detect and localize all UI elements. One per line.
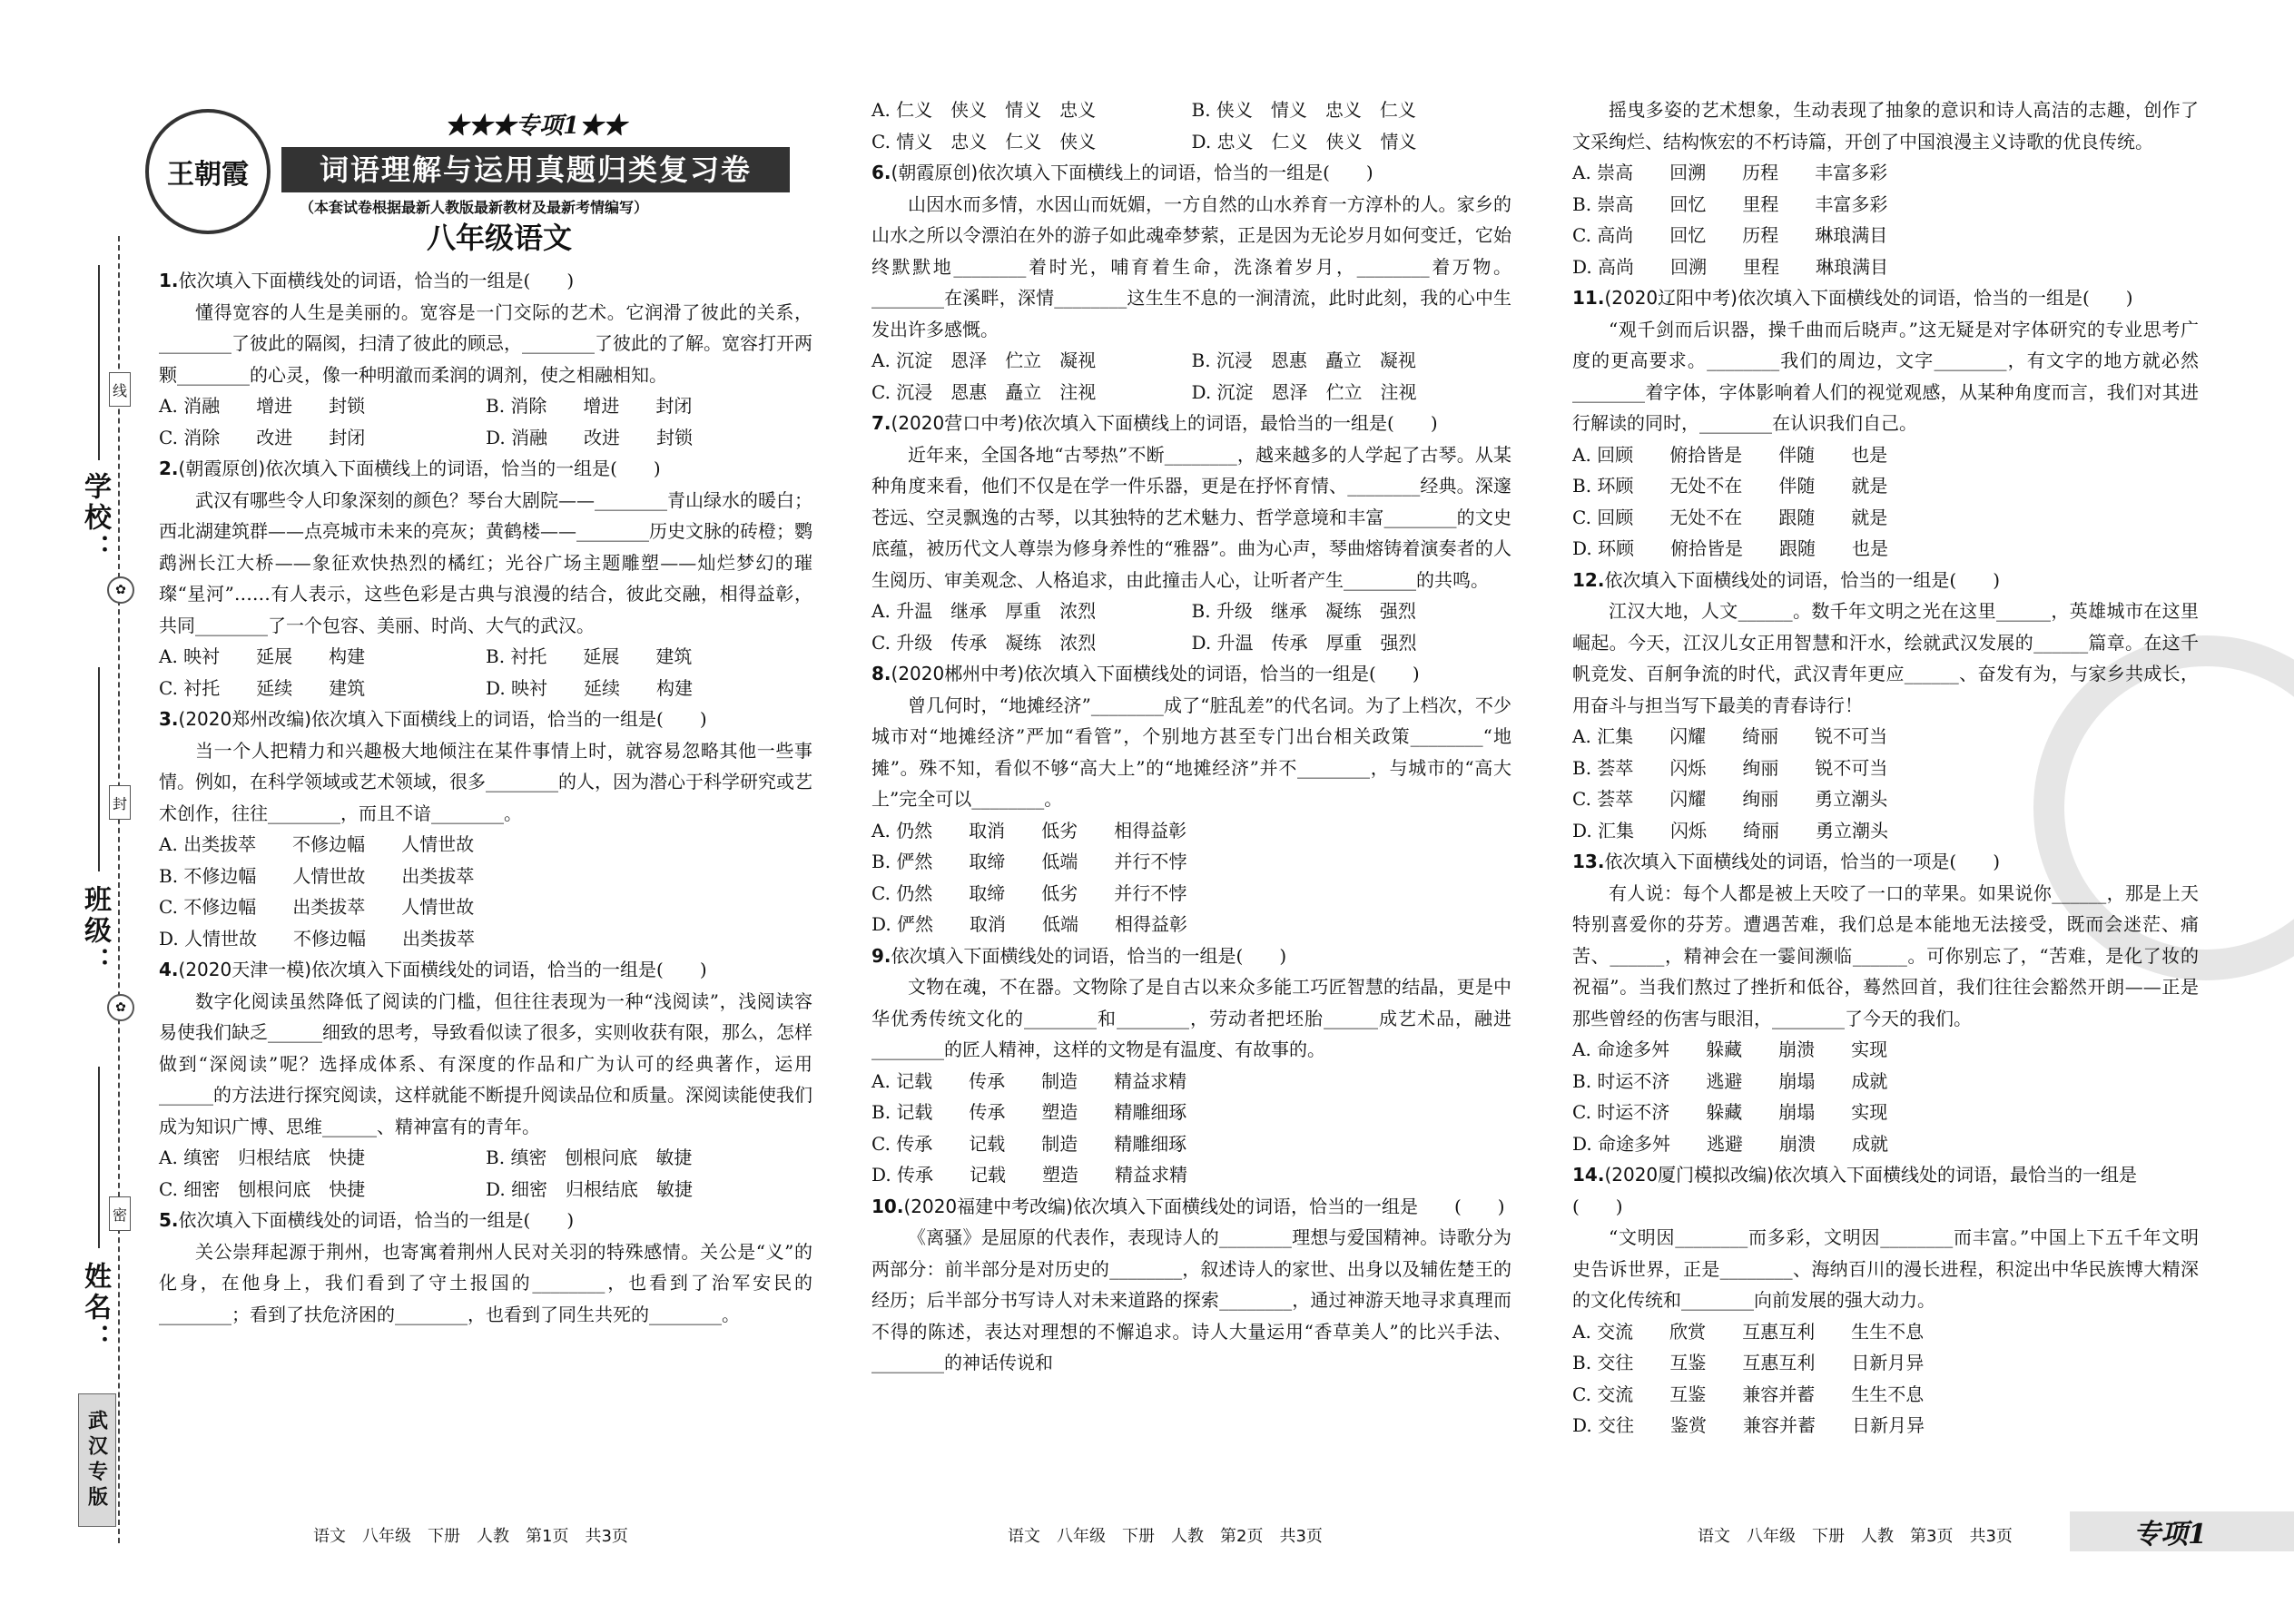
question-stem <box>1572 282 2199 314</box>
option-row <box>1572 251 2199 283</box>
option-row <box>1572 1066 2199 1097</box>
answer-option[interactable]: C. 时运不济 躲藏 崩塌 实现 <box>1572 1101 1888 1123</box>
option-row <box>871 815 1511 847</box>
question-stem <box>1572 846 2199 878</box>
cut-mark-mi: 密 <box>109 1196 131 1231</box>
question-text: 依次填入下面横线处的词语，恰当的一组是( ) <box>311 959 707 980</box>
question-passage: “文明因________而多彩，文明因________而丰富。”中国上下五千年文明史告诉世界，正是________、海纳百川的漫长进程，积淀出中华民族博大精深的文化传统和________向前发展的强大动力。 <box>1572 1226 2199 1311</box>
question-passage: 近年来，全国各地“古琴热”不断________，越来越多的人学起了古琴。从某种角度来看，他们不仅是在学一件乐器，更是在抒怀育情、________经典。深邃苍远、空灵飘逸的古琴，以其独特的艺术魅力、哲学意境和丰富________的文史底蕴，被历代文人尊崇为修身养性的“雅器”。曲为心声，琴曲熔铸着演奏者的人生阅历、审美观念、人格追求，由此撞击人心，让听者产生________的共鸣。 <box>871 443 1511 591</box>
answer-option[interactable]: A. 沉淀 恩泽 伫立 凝视 <box>871 349 1097 371</box>
name-label: 姓名： <box>79 1262 111 1354</box>
question-source: (2020郑州改编) <box>178 708 312 730</box>
class-line[interactable] <box>98 667 100 871</box>
option-row <box>871 94 1511 126</box>
cut-mark-xian: 线 <box>109 372 131 407</box>
option-row <box>871 1159 1511 1191</box>
option-row <box>871 595 1511 627</box>
option-row <box>1572 1379 2199 1411</box>
answer-option[interactable]: A. 记载 传承 制造 精益求精 <box>871 1069 1187 1092</box>
question-text: 依次填入下面横线处的词语，最恰当的一组是 ( ) <box>1572 1164 2246 1217</box>
answer-option[interactable]: C. 传承 记载 制造 精雕细琢 <box>871 1132 1187 1155</box>
column-3 <box>1572 94 2246 1442</box>
option-row <box>1572 502 2199 534</box>
answer-option[interactable]: D. 命途多舛 逃避 崩溃 成就 <box>1572 1132 1889 1155</box>
answer-option[interactable]: D. 忠义 仁义 侠义 情义 <box>1191 130 1417 153</box>
option-row <box>1572 1347 2199 1379</box>
option-row <box>1572 470 2199 502</box>
answer-option[interactable]: A. 出类拔萃 不修边幅 人情世故 <box>159 833 475 855</box>
answer-option[interactable]: D. 人情世故 不修边幅 出类拔萃 <box>159 927 476 950</box>
paper-title: 词语理解与运用真题归类复习卷 <box>281 147 790 192</box>
answer-option[interactable]: A. 升温 继承 厚重 浓烈 <box>871 600 1097 622</box>
answer-option[interactable]: C. 细密 刨根问底 快捷 <box>159 1177 366 1200</box>
answer-option[interactable]: D. 汇集 闪烁 绮丽 勇立潮头 <box>1572 819 1889 842</box>
question-number: 3. <box>159 708 179 730</box>
answer-option[interactable]: A. 崇高 回溯 历程 丰富多彩 <box>1572 162 1888 183</box>
grade-title: 八年级语文 <box>427 221 573 255</box>
option-row <box>159 1174 812 1206</box>
option-row <box>1572 1128 2199 1160</box>
option-row <box>1572 783 2199 815</box>
answer-option[interactable]: A. 仍然 取消 低劣 相得益彰 <box>871 819 1187 842</box>
question-passage: “观千剑而后识器，操千曲而后晓声。”这无疑是对字体研究的专业思考广度的更高要求。________我们的周边，文字________，有文字的地方就必然________着字体，字体影响着人们的视觉观感，从某种角度而言，我们对其进行解读的同时，________在认识我们自己。 <box>1572 318 2199 434</box>
answer-option[interactable]: C. 升级 传承 凝练 浓烈 <box>871 631 1097 654</box>
answer-option[interactable]: C. 消除 改进 封闭 <box>159 426 366 448</box>
answer-option[interactable]: D. 消融 改进 封锁 <box>486 426 694 448</box>
question-text: 依次填入下面横线处的词语，恰当的一组是( ) <box>178 1209 575 1231</box>
question-passage: 《离骚》是屈原的代表作，表现诗人的________理想与爱国精神。诗歌分为两部分：前半部分是对历史的________，叙述诗人的家世、出身以及辅佐楚王的经历；后半部分书写诗人对未来道路的探索________，通过神游天地寻求真理而不得的陈述，表达对理想的不懈追求。诗人大量运用“香草美人”的比兴手法、________的神话传说和 <box>871 1226 1511 1373</box>
answer-option[interactable]: A. 仁义 侠义 情义 忠义 <box>871 99 1097 121</box>
option-row <box>1572 753 2199 784</box>
option-row <box>1572 220 2199 251</box>
question-text: 依次填入下面横线处的词语，恰当的一组是( ) <box>1737 287 2133 309</box>
question-number: 2. <box>159 458 179 479</box>
question-number: 1. <box>159 270 179 291</box>
question-passage: 江汉大地，人文______。数千年文明之光在这里______，英雄城市在这里崛起。今天，江汉儿女正用智慧和汗水，绘就武汉发展的______篇章。在这千帆竞发、百舸争流的时代，武汉青年更应______、奋发有为，与家乡共成长，用奋斗与担当写下最美的青春诗行！ <box>1572 600 2199 716</box>
project-label: ★★★专项1★★ <box>445 113 627 140</box>
option-row <box>159 891 812 923</box>
question-stem <box>871 157 1511 189</box>
option-row <box>159 923 812 955</box>
question-text: 依次填入下面横线处的词语，恰当的一组是( ) <box>178 270 575 291</box>
school-line[interactable] <box>98 265 100 460</box>
school-label: 学校： <box>79 472 111 565</box>
corner-label: 专项1 <box>2070 1511 2294 1551</box>
question-text: 依次填入下面横线处的词语，恰当的一组是( ) <box>1024 663 1420 684</box>
brand-logo: 王朝霞 <box>145 109 271 234</box>
answer-option[interactable]: D. 高尚 回溯 里程 琳琅满目 <box>1572 255 1889 278</box>
answer-option[interactable]: D. 细密 归根结底 敏捷 <box>486 1177 694 1200</box>
question-stem <box>159 265 812 297</box>
question-stem <box>159 704 812 735</box>
answer-option[interactable]: B. 交往 互鉴 互惠互利 日新月异 <box>1572 1352 1925 1373</box>
page-footer-2: 语文 八年级 下册 人教 第2页 共3页 <box>1008 1527 1323 1546</box>
option-row <box>159 673 812 704</box>
answer-option[interactable]: B. 时运不济 逃避 崩塌 成就 <box>1572 1069 1888 1092</box>
option-row <box>1572 721 2199 753</box>
answer-option[interactable]: C. 衬托 延续 建筑 <box>159 676 366 699</box>
question-source: (2020天津一模) <box>178 959 312 980</box>
answer-option[interactable]: B. 衬托 延展 建筑 <box>486 645 693 667</box>
answer-option[interactable]: C. 不修边幅 出类拔萃 人情世故 <box>159 896 475 918</box>
question-number: 8. <box>871 663 891 684</box>
question-number: 13. <box>1572 851 1605 872</box>
question-source: (2020福建中考改编) <box>903 1195 1073 1217</box>
answer-option[interactable]: B. 消除 增进 封闭 <box>486 395 693 417</box>
answer-option[interactable]: C. 交流 互鉴 兼容并蓄 生生不息 <box>1572 1383 1925 1405</box>
answer-option[interactable]: D. 传承 记载 塑造 精益求精 <box>871 1164 1188 1186</box>
question-passage: 关公崇拜起源于荆州，也寄寓着荆州人民对关羽的特殊感情。关公是“义”的化身，在他身上，我们看到了守土报国的________，也看到了治军安民的________；看到了扶危济困的________，也看到了同生共死的________。 <box>159 1240 812 1325</box>
answer-option[interactable]: B. 崇高 回忆 里程 丰富多彩 <box>1572 192 1888 215</box>
answer-option[interactable]: D. 俨然 取消 低端 相得益彰 <box>871 913 1188 935</box>
option-row <box>1572 533 2199 565</box>
column-1 <box>159 265 812 1330</box>
answer-option[interactable]: C. 回顾 无处不在 跟随 就是 <box>1572 506 1888 528</box>
option-row <box>1572 1034 2199 1066</box>
option-row <box>871 377 1511 408</box>
class-label: 班级： <box>79 885 111 978</box>
option-row <box>871 627 1511 659</box>
question-number: 6. <box>871 162 891 183</box>
option-row <box>1572 1316 2199 1348</box>
question-stem <box>159 453 812 485</box>
option-row <box>871 345 1511 377</box>
answer-option[interactable]: C. 情义 忠义 仁义 侠义 <box>871 130 1097 153</box>
flower-icon: ✿ <box>107 994 134 1021</box>
question-number: 5. <box>159 1209 179 1231</box>
option-row <box>159 1142 812 1174</box>
question-source: (2020辽阳中考) <box>1604 287 1738 309</box>
answer-option[interactable]: C. 高尚 回忆 历程 琳琅满目 <box>1572 224 1888 246</box>
option-row <box>871 878 1511 910</box>
question-passage: 懂得宽容的人生是美丽的。宽容是一门交际的艺术。它润滑了彼此的关系，________了彼此的隔阂，扫清了彼此的顾忌，________了彼此的了解。宽容打开两颗________的心灵，像一种明澈而柔润的调剂，使之相融相知。 <box>159 300 812 386</box>
question-passage: 摇曳多姿的艺术想象，生动表现了抽象的意识和诗人高洁的志趣，创作了文采绚烂、结构恢宏的不朽诗篇，开创了中国浪漫主义诗歌的优良传统。 <box>1572 99 2199 153</box>
answer-option[interactable]: C. 沉浸 恩惠 矗立 注视 <box>871 380 1097 403</box>
option-row <box>159 641 812 673</box>
answer-option[interactable]: D. 交往 鉴赏 兼容并蓄 日新月异 <box>1572 1414 1925 1436</box>
option-row <box>871 126 1511 158</box>
answer-option[interactable]: A. 命途多舛 躲藏 崩溃 实现 <box>1572 1038 1888 1060</box>
question-passage: 文物在魂，不在器。文物除了是自古以来众多能工巧匠智慧的结晶，更是中华优秀传统文化的________和________，劳动者把坯胎______成艺术品，融进________的匠人精神，这样的文物是有温度、有故事的。 <box>871 976 1511 1060</box>
answer-option[interactable]: A. 消融 增进 封锁 <box>159 395 366 417</box>
answer-option[interactable]: A. 汇集 闪耀 绮丽 锐不可当 <box>1572 725 1888 747</box>
question-text: 依次填入下面横线上的词语，恰当的一组是( ) <box>265 458 661 479</box>
option-row <box>871 1128 1511 1160</box>
answer-option[interactable]: A. 交流 欣赏 互惠互利 生生不息 <box>1572 1320 1925 1343</box>
answer-option[interactable]: B. 升级 继承 凝练 强烈 <box>1191 600 1416 622</box>
question-passage: 数字化阅读虽然降低了阅读的门槛，但往往表现为一种“浅阅读”，浅阅读容易使我们缺乏______细致的思考，导致看似读了很多，实则收获有限，那么，怎样做到“深阅读”呢？选择成体系、有深度的作品和广为认可的经典著作，运用______的方法进行探究阅读，这样就能不断提升阅读品位和质量。深阅读能使我们成为知识广博、思维______、精神富有的青年。 <box>159 989 812 1137</box>
answer-option[interactable]: B. 俨然 取缔 低端 并行不悖 <box>871 851 1187 872</box>
question-text: 依次填入下面横线处的词语，恰当的一组是( ) <box>1604 568 2001 591</box>
option-row <box>159 861 812 892</box>
question-text: 依次填入下面横线上的词语，恰当的一组是( ) <box>311 708 707 730</box>
answer-option[interactable]: D. 升温 传承 厚重 强烈 <box>1191 631 1417 654</box>
question-passage: 当一个人把精力和兴趣极大地倾注在某件事情上时，就容易忽略其他一些事情。例如，在科学领域或艺术领域，很多________的人，因为潜心于科学研究或艺术创作，往往________，而且不谙________。 <box>159 739 812 824</box>
question-text: 依次填入下面横线处的词语，恰当的一组是 ( ) <box>1072 1195 1505 1217</box>
question-passage: 有人说：每个人都是被上天咬了一口的苹果。如果说你______，那是上天特别喜爱你的芬芳。遭遇苦难，我们总是本能地无法接受，既而会迷茫、痛苦、______，精神会在一霎间濒临______。可你别忘了，“苦难，是化了妆的祝福”。当我们熬过了挫折和低谷，蓦然回首，我们往往会豁然开朗——正是那些曾经的伤害与眼泪，________了今天的我们。 <box>1572 881 2199 1029</box>
answer-option[interactable]: C. 仍然 取缔 低劣 并行不悖 <box>871 881 1187 904</box>
answer-option[interactable]: B. 不修边幅 人情世故 出类拔萃 <box>159 864 475 887</box>
option-row <box>871 1097 1511 1128</box>
answer-option[interactable]: A. 回顾 俯拾皆是 伴随 也是 <box>1572 443 1888 466</box>
question-source: (2020郴州中考) <box>891 663 1025 684</box>
answer-option[interactable]: B. 记载 传承 塑造 精雕细琢 <box>871 1101 1187 1123</box>
question-number: 4. <box>159 959 179 980</box>
page-footer-1: 语文 八年级 下册 人教 第1页 共3页 <box>313 1527 628 1546</box>
answer-option[interactable]: D. 沉淀 恩泽 伫立 注视 <box>1191 380 1417 403</box>
question-stem <box>871 1191 1511 1223</box>
question-number: 10. <box>871 1195 904 1217</box>
answer-option[interactable]: A. 映衬 延展 构建 <box>159 645 366 667</box>
option-row <box>871 909 1511 940</box>
column-2 <box>871 94 1511 1379</box>
cut-mark-feng: 封 <box>109 785 131 820</box>
cut-line <box>118 236 120 1543</box>
option-row <box>159 390 812 422</box>
edition-badge: 武汉专版 <box>78 1393 116 1527</box>
question-number: 11. <box>1572 287 1605 309</box>
answer-option[interactable]: B. 环顾 无处不在 伴随 就是 <box>1572 475 1888 497</box>
question-text: 依次填入下面横线处的词语，恰当的一组是( ) <box>891 944 1287 967</box>
option-row <box>1572 815 2199 847</box>
question-number: 12. <box>1572 568 1605 591</box>
question-stem <box>871 408 1511 439</box>
question-stem <box>871 940 1511 972</box>
question-number: 7. <box>871 412 891 434</box>
answer-option[interactable]: B. 缜密 刨根问底 敏捷 <box>486 1147 693 1168</box>
question-number: 9. <box>871 944 891 967</box>
question-source: (2020厦门模拟改编) <box>1604 1164 1774 1186</box>
answer-option[interactable]: A. 缜密 归根结底 快捷 <box>159 1147 366 1168</box>
question-stem <box>159 1205 812 1236</box>
option-row <box>871 1066 1511 1097</box>
question-stem <box>1572 1159 2246 1222</box>
name-line[interactable] <box>98 1067 100 1248</box>
question-source: (朝霞原创) <box>178 458 266 479</box>
option-row <box>1572 1097 2199 1128</box>
option-row <box>1572 439 2199 471</box>
option-row <box>1572 157 2199 189</box>
flower-icon: ✿ <box>107 576 134 604</box>
option-row <box>159 422 812 454</box>
question-text: 依次填入下面横线上的词语，最恰当的一组是( ) <box>1024 412 1438 434</box>
question-passage: 武汉有哪些令人印象深刻的颜色？琴台大剧院——________青山绿水的暖白；西北湖建筑群——点亮城市未来的亮灰；黄鹤楼——________历史文脉的砖橙；鹦鹉洲长江大桥——象征欢快热烈的橘红；光谷广场主题雕塑——灿烂梦幻的璀璨“星河”……有人表示，这些色彩是古典与浪漫的结合，彼此交融，相得益彰，共同________了一个包容、美丽、时尚、大气的武汉。 <box>159 488 812 636</box>
option-row <box>1572 189 2199 221</box>
answer-option[interactable]: B. 荟萃 闪烁 绚丽 锐不可当 <box>1572 756 1888 779</box>
page-footer-3: 语文 八年级 下册 人教 第3页 共3页 <box>1698 1527 2013 1546</box>
question-text: 依次填入下面横线上的词语，恰当的一组是( ) <box>978 162 1373 183</box>
question-source: (朝霞原创) <box>891 162 979 183</box>
option-row <box>871 846 1511 878</box>
answer-option[interactable]: D. 映衬 延续 构建 <box>486 676 694 699</box>
question-stem <box>1572 565 2199 596</box>
option-row <box>1572 1410 2199 1442</box>
answer-option[interactable]: D. 环顾 俯拾皆是 跟随 也是 <box>1572 537 1889 559</box>
answer-option[interactable]: B. 侠义 情义 忠义 仁义 <box>1191 99 1416 121</box>
option-row <box>159 829 812 861</box>
question-stem <box>159 954 812 986</box>
answer-option[interactable]: C. 荟萃 闪耀 绚丽 勇立潮头 <box>1572 788 1888 810</box>
question-passage: 曾几何时，“地摊经济”________成了“脏乱差”的代名词。为了上档次，不少城市对“地摊经济”严加“看管”，个别地方甚至专门出台相关政策________“地摊”。殊不知，看似不够“高大上”的“地摊经济”并不________，与城市的“高大上”完全可以________。 <box>871 694 1511 810</box>
question-stem <box>871 658 1511 690</box>
paper-subtitle: （本套试卷根据最新人教版最新教材及最新考情编写） <box>300 199 649 216</box>
question-passage: 山因水而多情，水因山而妩媚，一方自然的山水养育一方淳朴的人。家乡的山水之所以令漂泊在外的游子如此魂牵梦萦，正是因为无论岁月如何变迁，它始终默默地________着时光，哺育着生命，洗涤着岁月，________着万物。________在溪畔，深情________这生生不息的一涧清流，此时此刻，我的心中生发出许多感慨。 <box>871 192 1511 340</box>
question-text: 依次填入下面横线处的词语，恰当的一项是( ) <box>1604 851 2001 872</box>
answer-option[interactable]: B. 沉浸 恩惠 矗立 凝视 <box>1191 349 1416 371</box>
question-number: 14. <box>1572 1164 1605 1186</box>
question-source: (2020营口中考) <box>891 412 1025 434</box>
